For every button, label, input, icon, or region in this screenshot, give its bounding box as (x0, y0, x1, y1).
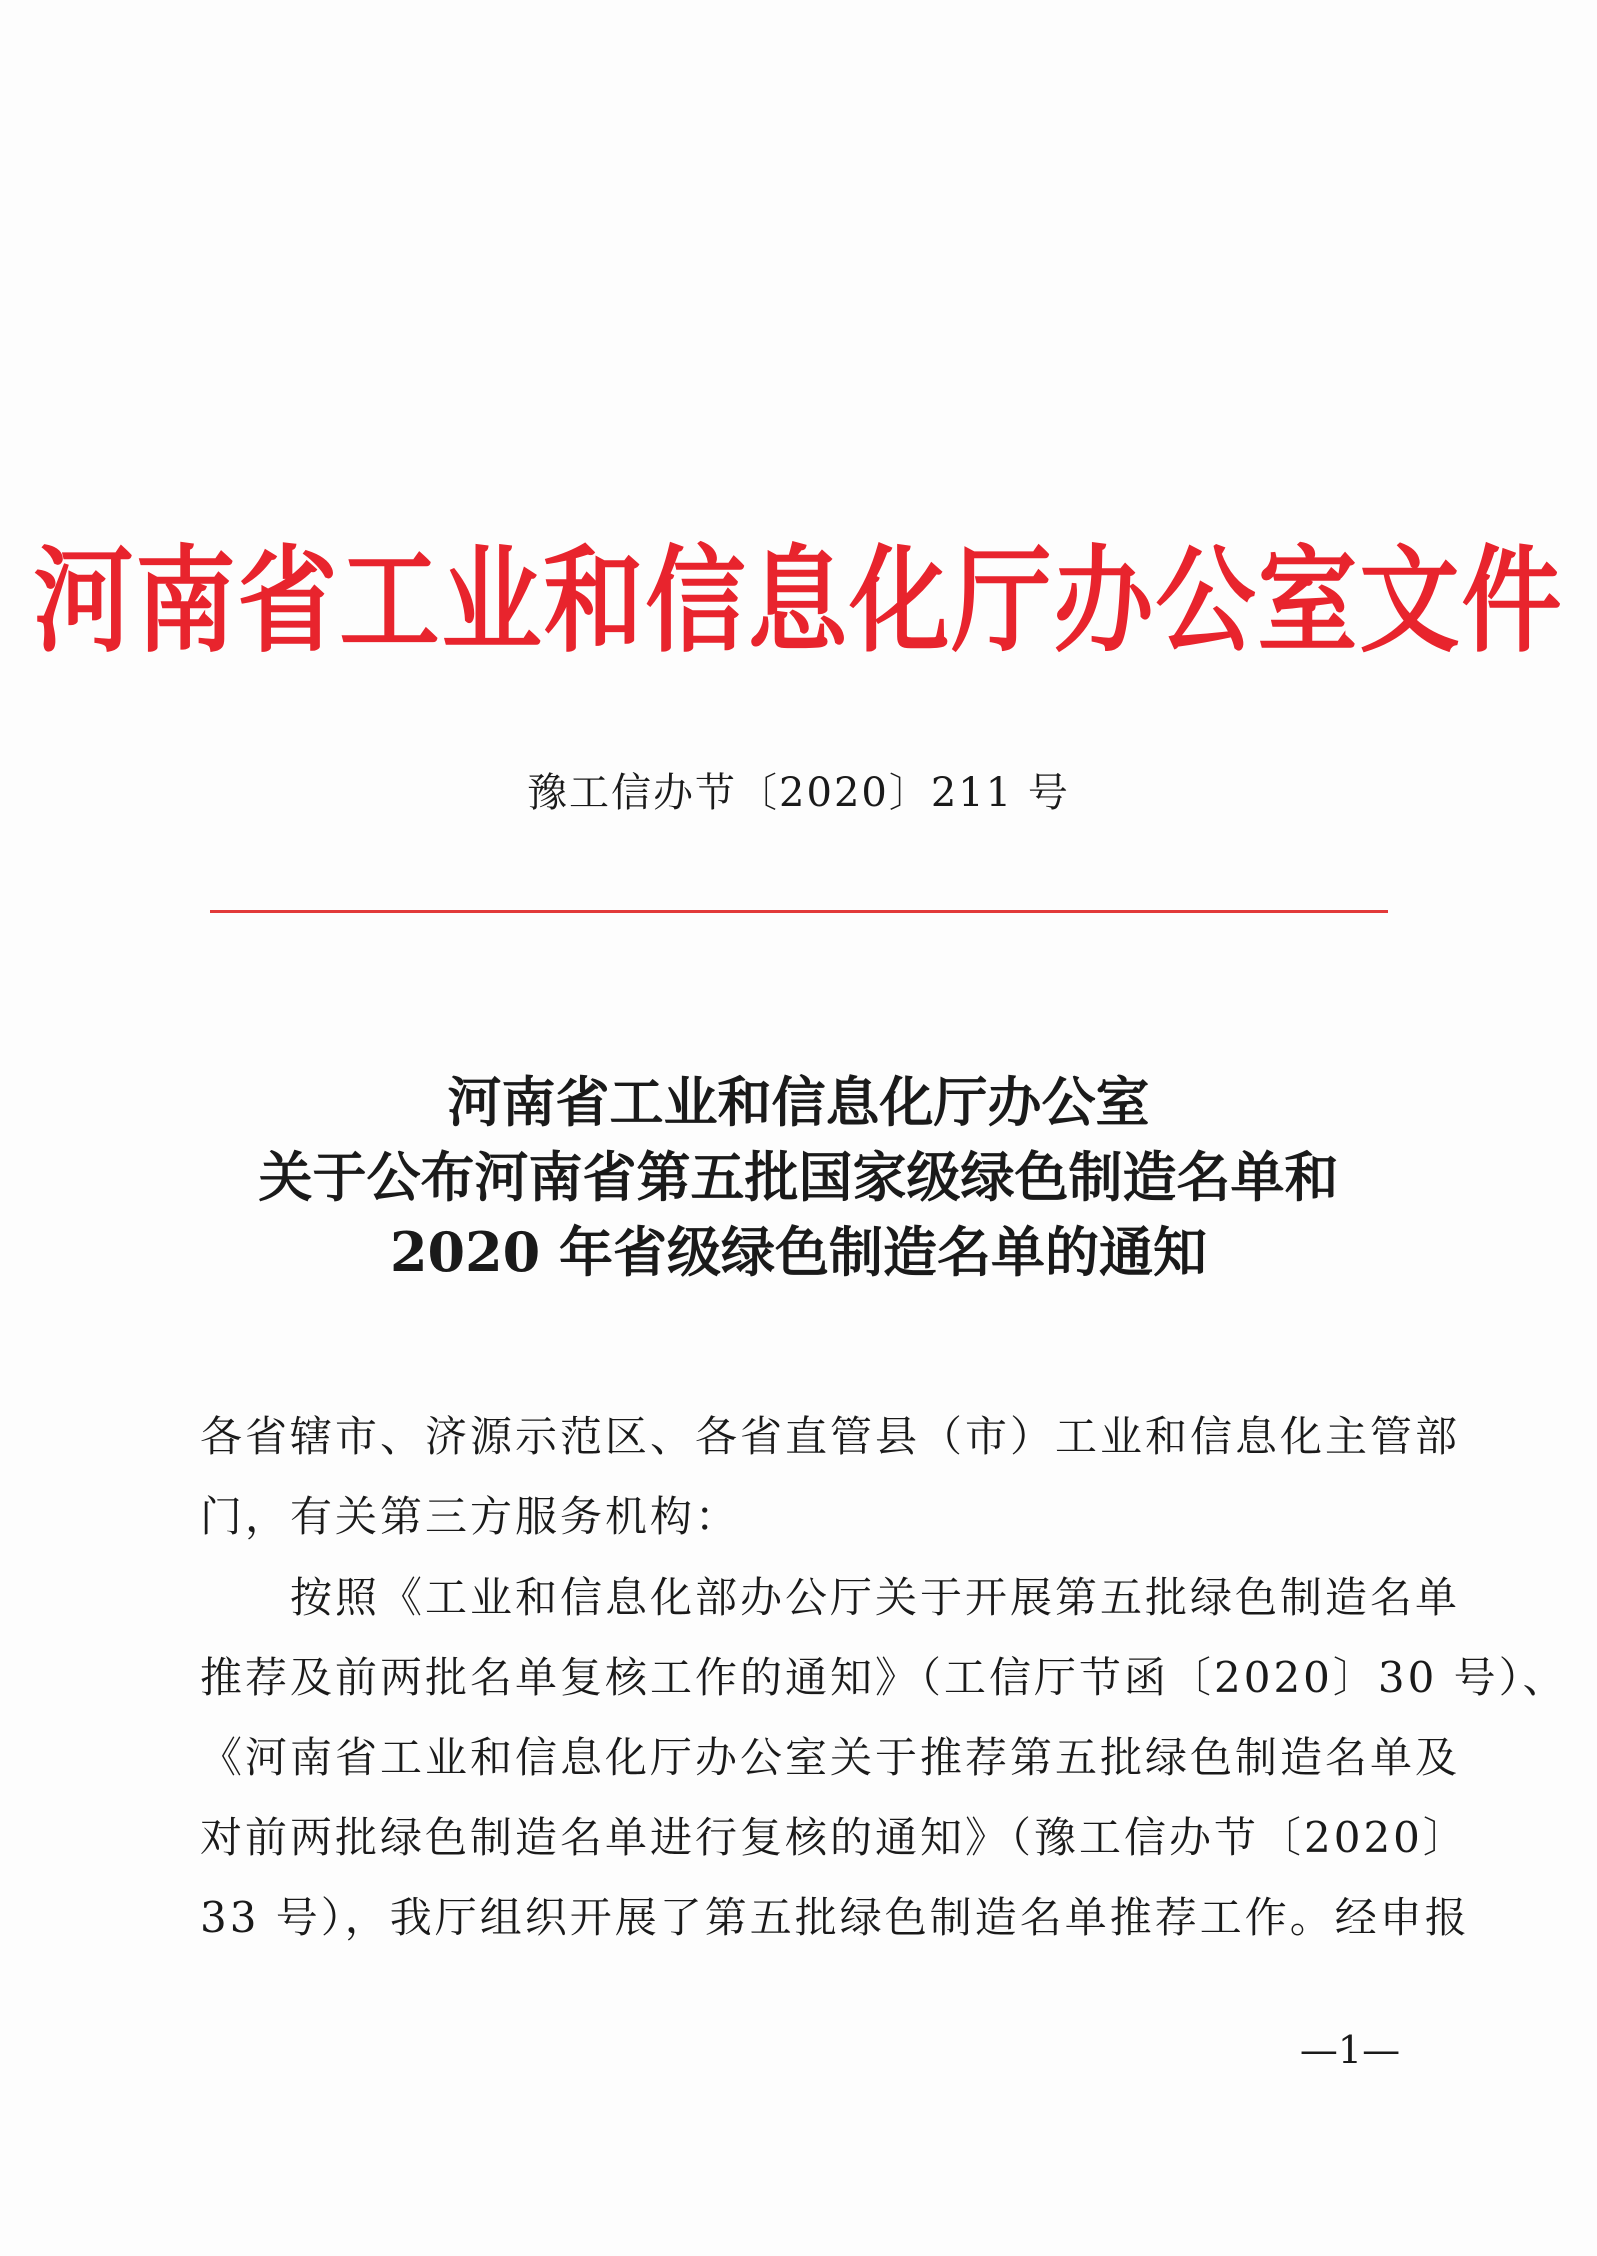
document-title (0, 1065, 1597, 1290)
page-number: —1— (1299, 2028, 1401, 2072)
salutation-line-2: 门，有关第三方服务机构： (200, 1492, 741, 1541)
title-line-3: 2020 年省级绿色制造名单的通知 (389, 1220, 1208, 1284)
salutation (200, 1397, 1461, 1557)
body-paragraph (200, 1558, 1568, 1958)
salutation-line-1: 各省辖市、济源示范区、各省直管县（市）工业和信息化主管部 (200, 1412, 1461, 1461)
red-separator-rule (210, 910, 1388, 913)
paragraph-line-5: 33 号），我厅组织开展了第五批绿色制造名单推荐工作。经申报 (200, 1893, 1470, 1942)
paragraph-line-1: 按照《工业和信息化部办公厅关于开展第五批绿色制造名单 (290, 1573, 1461, 1622)
paragraph-line-2: 推荐及前两批名单复核工作的通知》（工信厅节函〔2020〕30 号）、 (200, 1653, 1568, 1702)
title-line-1: 河南省工业和信息化厅办公室 (447, 1070, 1150, 1134)
document-number: 豫工信办节〔2020〕211 号 (527, 770, 1070, 816)
paragraph-line-3: 《河南省工业和信息化厅办公室关于推荐第五批绿色制造名单及 (200, 1733, 1461, 1782)
paragraph-line-4: 对前两批绿色制造名单进行复核的通知》（豫工信办节〔2020〕 (200, 1813, 1468, 1862)
document-masthead: 河南省工业和信息化厅办公室文件 (33, 532, 1564, 668)
title-line-2: 关于公布河南省第五批国家级绿色制造名单和 (258, 1145, 1339, 1209)
